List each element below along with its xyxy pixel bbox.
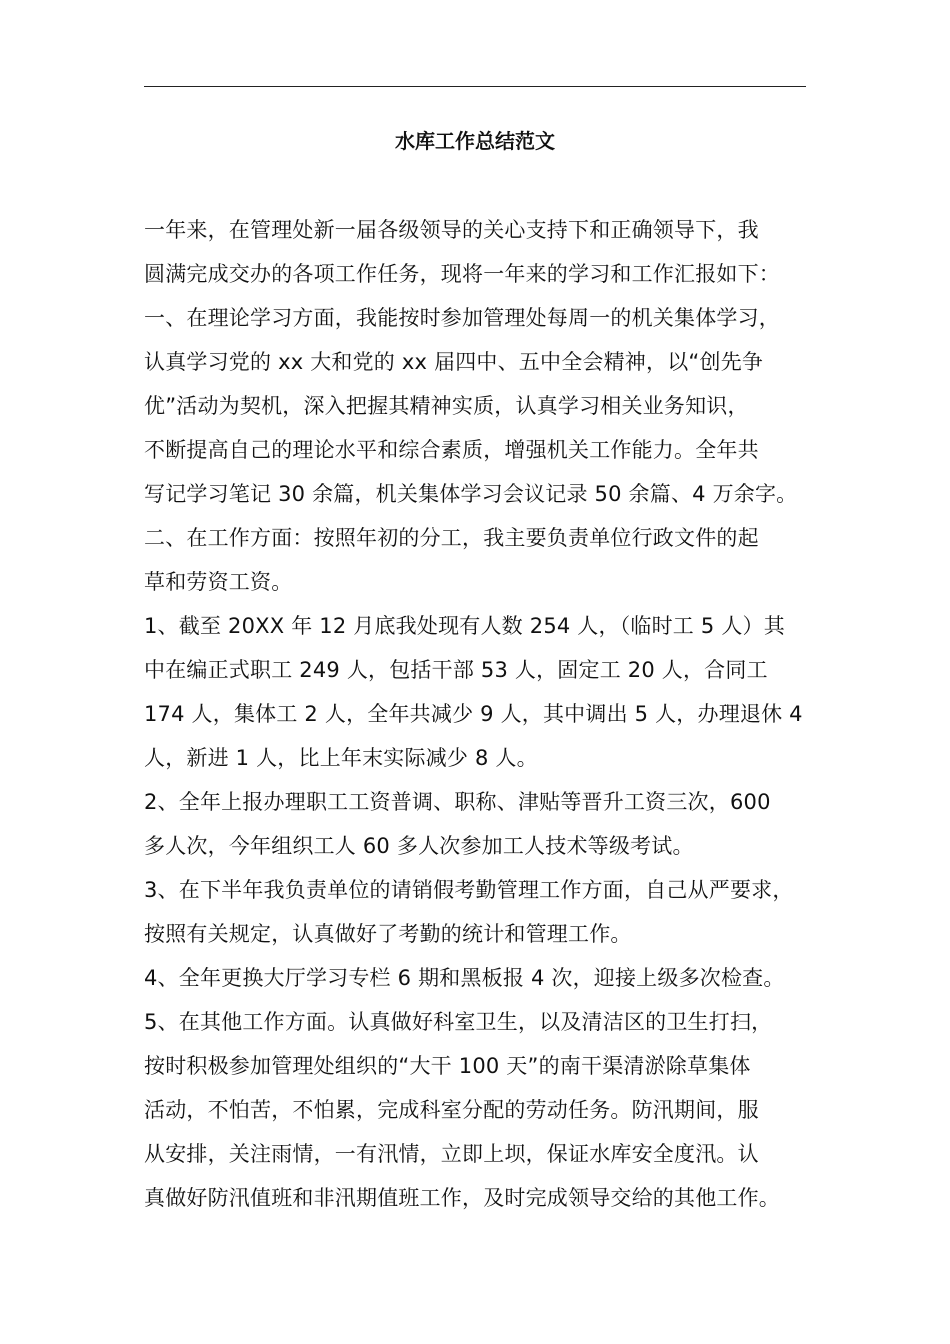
body-line: 2、全年上报办理职工工资普调、职称、津贴等晋升工资三次，600	[144, 790, 771, 814]
body-line: 从安排，关注雨情，一有汛情，立即上坝，保证水库安全度汛。认	[144, 1142, 759, 1166]
body-line: 草和劳资工资。	[144, 570, 293, 594]
body-line: 一年来，在管理处新一届各级领导的关心支持下和正确领导下，我	[144, 218, 759, 242]
body-line: 4、全年更换大厅学习专栏 6 期和黑板报 4 次，迎接上级多次检查。	[144, 966, 785, 990]
body-line: 圆满完成交办的各项工作任务，现将一年来的学习和工作汇报如下：	[144, 262, 780, 286]
body-line: 活动，不怕苦，不怕累，完成科室分配的劳动任务。防汛期间，服	[144, 1098, 759, 1122]
body-line: 人，新进 1 人，比上年末实际减少 8 人。	[144, 746, 538, 770]
body-line: 一、在理论学习方面，我能按时参加管理处每周一的机关集体学习，	[144, 306, 780, 330]
body-line: 多人次，今年组织工人 60 多人次参加工人技术等级考试。	[144, 834, 694, 858]
body-line: 3、在下半年我负责单位的请销假考勤管理工作方面，自己从严要求，	[144, 878, 794, 902]
document-title: 水库工作总结范文	[395, 129, 555, 153]
body-line: 按时积极参加管理处组织的“大干 100 天”的南干渠清淤除草集体	[144, 1054, 751, 1078]
body-line: 174 人，集体工 2 人，全年共减少 9 人，其中调出 5 人，办理退休 4	[144, 702, 803, 726]
body-line: 优”活动为契机，深入把握其精神实质，认真学习相关业务知识，	[144, 394, 749, 418]
body-line: 按照有关规定，认真做好了考勤的统计和管理工作。	[144, 922, 632, 946]
body-line: 1、截至 20XX 年 12 月底我处现有人数 254 人，（临时工 5 人）其	[144, 614, 785, 638]
document-body	[144, 208, 816, 1220]
body-line: 中在编正式职工 249 人，包括干部 53 人，固定工 20 人，合同工	[144, 658, 768, 682]
body-line: 5、在其他工作方面。认真做好科室卫生，以及清洁区的卫生打扫，	[144, 1010, 773, 1034]
body-line: 写记学习笔记 30 余篇，机关集体学习会议记录 50 余篇、4 万余字。	[144, 482, 798, 506]
header-rule	[144, 86, 806, 87]
body-line: 不断提高自己的理论水平和综合素质，增强机关工作能力。全年共	[144, 438, 759, 462]
body-line: 二、在工作方面：按照年初的分工，我主要负责单位行政文件的起	[144, 526, 759, 550]
body-line: 真做好防汛值班和非汛期值班工作，及时完成领导交给的其他工作。	[144, 1186, 780, 1210]
body-line: 认真学习党的 xx 大和党的 xx 届四中、五中全会精神，以“创先争	[144, 350, 764, 374]
